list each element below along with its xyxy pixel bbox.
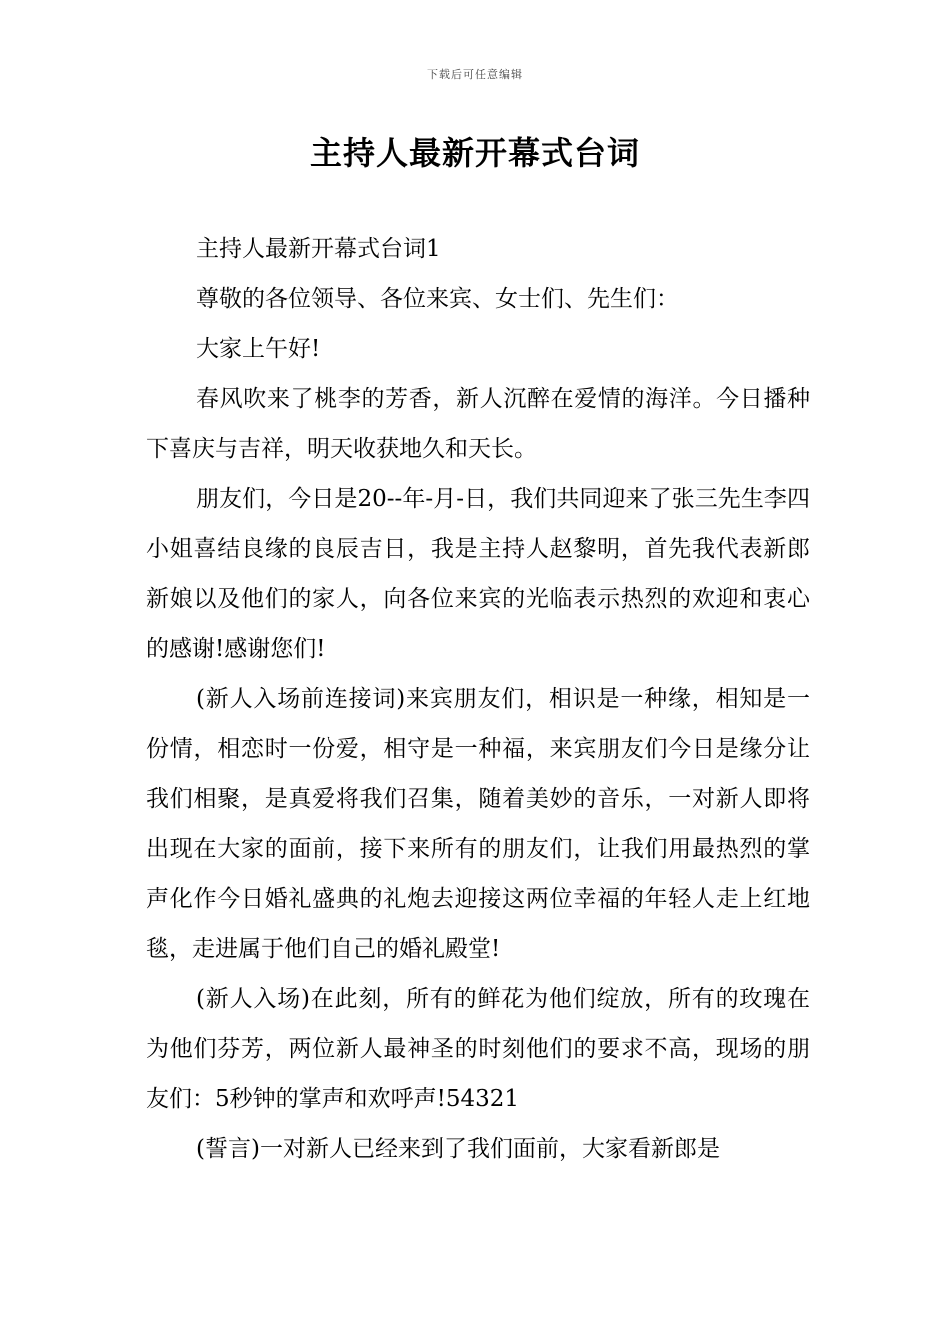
paragraph-greeting: 大家上午好! <box>196 336 321 362</box>
paragraph-subtitle: 主持人最新开幕式台词1 <box>196 236 441 262</box>
document-title: 主持人最新开幕式台词 <box>309 134 640 172</box>
paragraph: 朋友们，今日是20--年-月-日，我们共同迎来了张三先生李四小姐喜结良缘的良辰吉日，我是主持人赵黎明，首先我代表新郎新娘以及他们的家人，向各位来宾的光临表示热烈的欢迎和衷心的感谢!感谢您们! <box>146 486 810 662</box>
paragraph: (新人入场前连接词)来宾朋友们，相识是一种缘，相知是一份情，相恋时一份爱，相守是一种福，来宾朋友们今日是缘分让我们相聚，是真爱将我们召集，随着美妙的音乐，一对新人即将出现在大家的面前，接下来所有的朋友们，让我们用最热烈的掌声化作今日婚礼盛典的礼炮去迎接这两位幸福的年轻人走上红地毯，走进属于他们自己的婚礼殿堂! <box>146 686 810 962</box>
paragraph: 春风吹来了桃李的芳香，新人沉醉在爱情的海洋。今日播种下喜庆与吉祥，明天收获地久和天长。 <box>146 386 810 462</box>
paragraph: (誓言)一对新人已经来到了我们面前，大家看新郎是 <box>196 1136 720 1162</box>
document-body <box>146 224 810 1174</box>
paragraph: (新人入场)在此刻，所有的鲜花为他们绽放，所有的玫瑰在为他们芬芳，两位新人最神圣的时刻他们的要求不高，现场的朋友们：5秒钟的掌声和欢呼声!54321 <box>146 986 810 1112</box>
paragraph-salutation: 尊敬的各位领导、各位来宾、女士们、先生们： <box>196 286 679 312</box>
header-note: 下载后可任意编辑 <box>427 68 523 81</box>
